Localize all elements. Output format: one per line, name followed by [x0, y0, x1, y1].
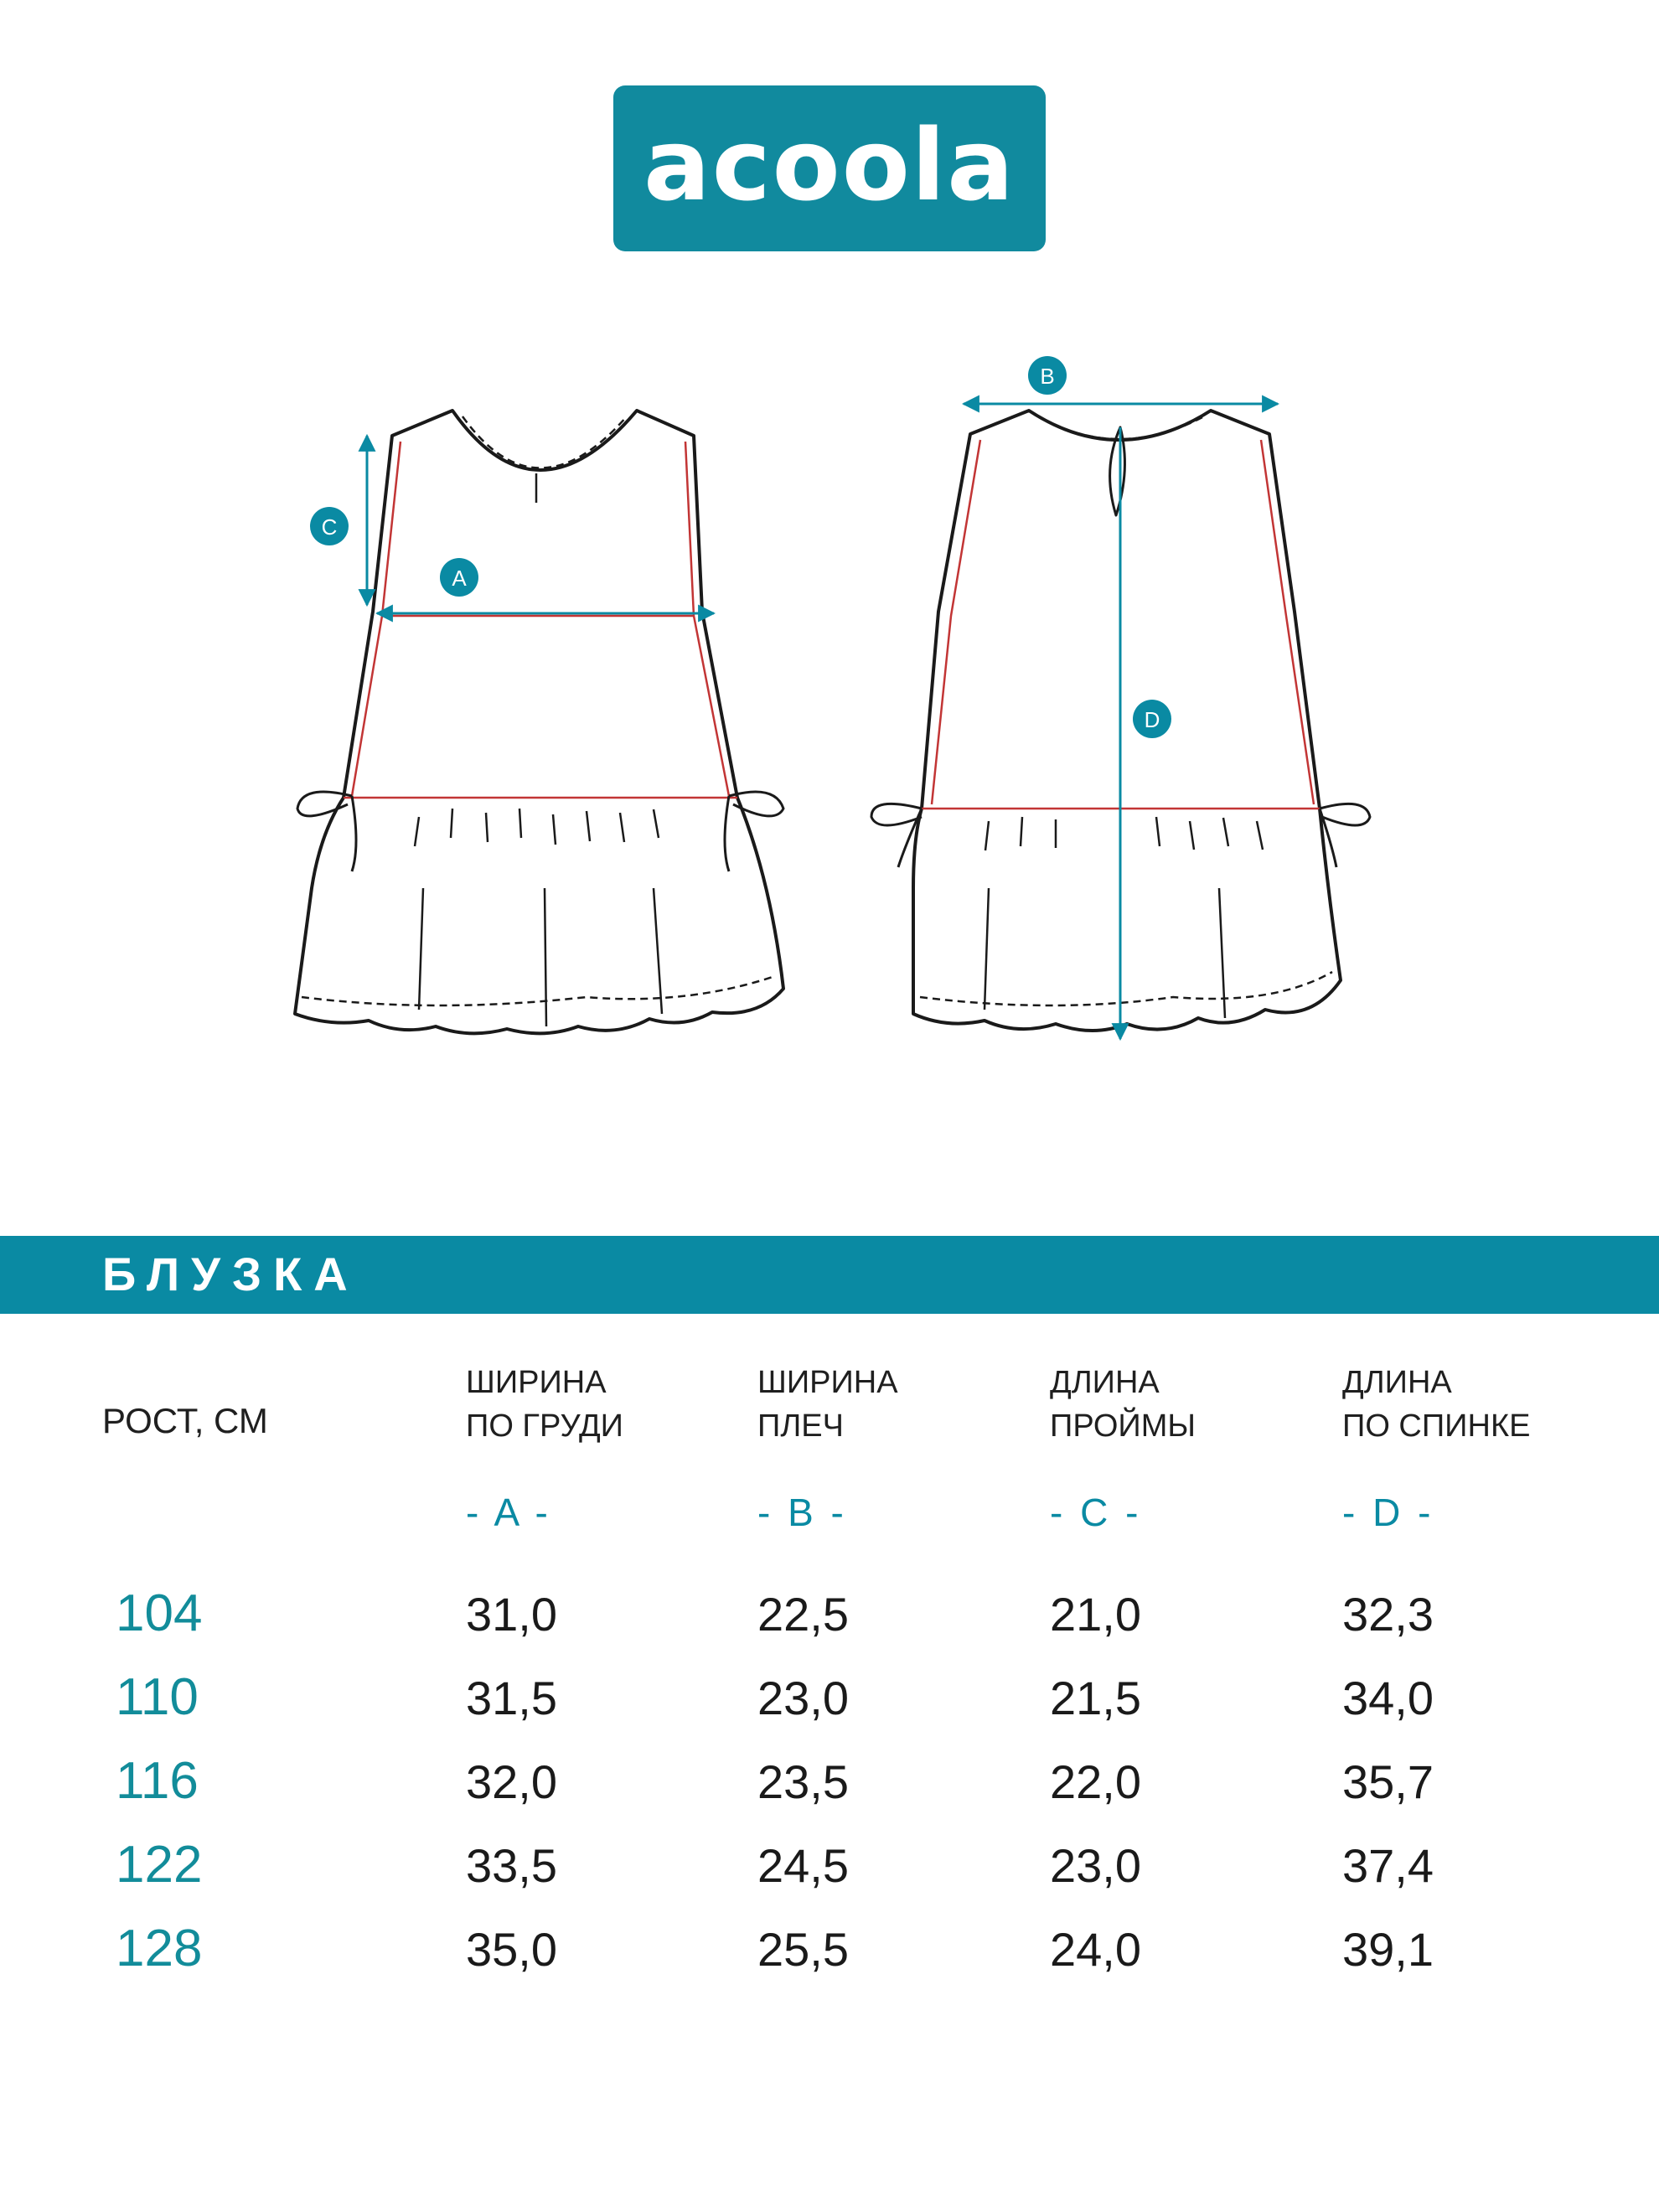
value-d: 37,4 — [1342, 1839, 1434, 1892]
value-d: 32,3 — [1342, 1588, 1434, 1641]
marker-b — [1028, 356, 1067, 395]
column-code-b: - B - — [757, 1491, 847, 1534]
value-a: 31,5 — [466, 1672, 557, 1724]
value-a: 35,0 — [466, 1923, 557, 1976]
value-c: 23,0 — [1050, 1839, 1141, 1892]
title-band — [0, 1236, 1659, 1314]
value-b: 23,0 — [757, 1672, 849, 1724]
column-code-a: - A - — [466, 1491, 551, 1534]
column-header-a: ШИРИНА ПО ГРУДИ — [466, 1365, 623, 1444]
height-value: 110 — [116, 1668, 199, 1726]
marker-a — [440, 558, 478, 597]
value-c: 24,0 — [1050, 1923, 1141, 1976]
value-d: 39,1 — [1342, 1923, 1434, 1976]
marker-c — [310, 507, 349, 545]
height-value: 128 — [116, 1920, 203, 1977]
column-header-c: ДЛИНА ПРОЙМЫ — [1050, 1365, 1196, 1444]
height-value: 104 — [116, 1584, 203, 1642]
value-a: 32,0 — [466, 1755, 557, 1808]
svg-text:A: A — [452, 566, 467, 591]
value-c: 22,0 — [1050, 1755, 1141, 1808]
value-b: 22,5 — [757, 1588, 849, 1641]
column-code-d: - D - — [1342, 1491, 1434, 1534]
value-d: 35,7 — [1342, 1755, 1434, 1808]
svg-text:B: B — [1040, 364, 1055, 389]
svg-text:C: C — [321, 514, 338, 540]
row-header: РОСТ, СМ — [102, 1401, 268, 1440]
height-value: 122 — [116, 1836, 203, 1894]
value-c: 21,5 — [1050, 1672, 1141, 1724]
value-c: 21,0 — [1050, 1588, 1141, 1641]
column-code-c: - C - — [1050, 1491, 1142, 1534]
height-value: 116 — [116, 1752, 199, 1810]
column-header-d: ДЛИНА ПО СПИНКЕ — [1342, 1365, 1531, 1444]
marker-d — [1133, 700, 1171, 738]
value-b: 23,5 — [757, 1755, 849, 1808]
product-title: БЛУЗКА — [102, 1248, 359, 1300]
value-b: 25,5 — [757, 1923, 849, 1976]
value-a: 31,0 — [466, 1588, 557, 1641]
value-d: 34,0 — [1342, 1672, 1434, 1724]
logo-text: acoola — [643, 107, 1016, 223]
column-header-b: ШИРИНА ПЛЕЧ — [757, 1365, 898, 1444]
value-b: 24,5 — [757, 1839, 849, 1892]
value-a: 33,5 — [466, 1839, 557, 1892]
svg-text:D: D — [1144, 707, 1160, 732]
